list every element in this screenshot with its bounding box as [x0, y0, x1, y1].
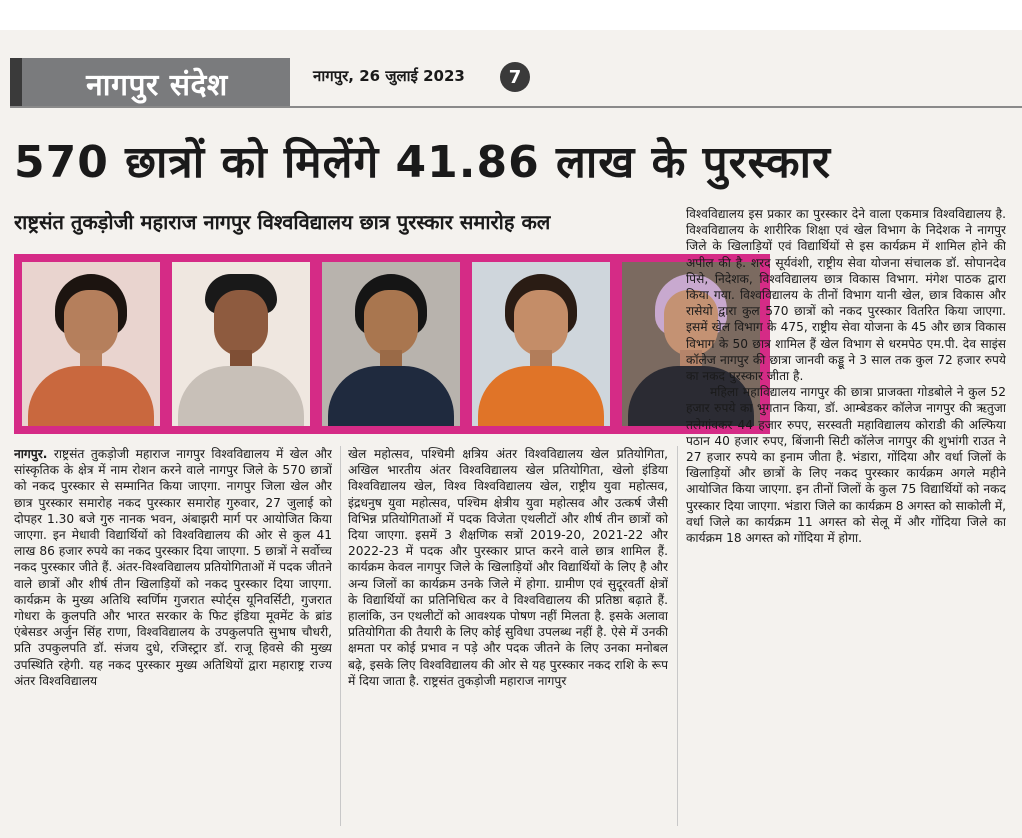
column-3-paragraph-1: विश्वविद्यालय इस प्रकार का पुरस्कार देने वाला एकमात्र विश्वविद्यालय है. विश्वविद्यालय के शारीरिक शिक्षा एवं खेल विभाग के निदेशक ने नागपुर जिले के खिलाड़ियों एवं विद्यार्थियों से इस कार्यक्रम में शामिल होने की अपील की है. शरद सूर्यवंशी, राष्ट्रीय सेवा योजना संचालक डॉ. सोपानदेव पिसे, निदेशक, विश्वविद्यालय छात्र विकास विभाग. मंगेश पाठक द्वारा किया गया. विश्वविद्यालय के तीनों विभाग यानी खेल, छात्र विकास और रासेयो द्वारा कुल 570 छात्रों को नकद पुरस्कार वितरित किया जाएगा. इसमें खेल विभाग के 475, राष्ट्रीय सेवा योजना के 45 और छात्र विकास विभाग के 50 छात्र शामिल हैं खेल विभाग से धरमपेठ एम.पी. देव साइंस कॉलेज नागपुर की छात्रा जानवी कड्डू ने 3 साल तक कुल 72 हजार रुपये का नकद पुरस्कार जीता है. — [686, 207, 1006, 384]
column-divider — [677, 446, 678, 826]
column-1-text: राष्ट्रसंत तुकड़ोजी महाराज नागपुर विश्वविद्यालय में खेल और सांस्कृतिक के क्षेत्र में नाम रोशन करने वाले नागपुर जिले के 570 छात्रों को नकद पुरस्कार से सम्मानित किया जाएगा. नागपुर जिला खेल और छात्र पुरस्कार समारोह नकद पुरस्कार समारोह गुरुवार, 27 जुलाई को दोपहर 1.30 बजे गुरु नानक भवन, अंबाझरी मार्ग पर आयोजित किया जाएगा. इन मेधावी विद्यार्थियों को विश्वविद्यालय की ओर से कुल 41 लाख 86 हजार रुपये का नकद पुरस्कार दिया जाएगा. 5 छात्रों ने सर्वोच्च नकद पुरस्कार जीते हैं. अंतर-विश्वविद्यालय प्रतियोगिताओं में पदक जीतने वाले छात्रों और शीर्ष तीन खिलाड़ियों को नकद पुरस्कार दिया जाएगा. कार्यक्रम के मुख्य अतिथि स्वर्णिम गुजरात स्पोर्ट्स यूनिवर्सिटी, गुजरात गोधरा के कुलपति और भारत सरकार के फिट इंडिया मूवमेंट के ब्रांड एंबेसडर अर्जुन सिंह राणा, विश्वविद्यालय के उपकुलपति सुभाष चौधरी, प्रति उपकुलपति डॉ. संजय दुधे, रजिस्ट्रार डॉ. राजू हिवसे की मुख्य उपस्थिति रहेगी. यह नकद पुरस्कार मुख्य अतिथियों द्वारा महाराष्ट्र राज्य अंतर विश्वविद्यालय — [14, 447, 332, 688]
photo-strip — [14, 254, 770, 434]
top-margin — [0, 0, 1022, 30]
student-photo-4 — [472, 262, 610, 426]
masthead — [0, 58, 1022, 110]
dateline: नागपुर, 26 जुलाई 2023 — [313, 67, 465, 85]
article-dateline: नागपुर. — [14, 447, 48, 461]
article-column-1 — [14, 446, 332, 830]
section-tag — [10, 58, 290, 108]
page-number: 7 — [500, 62, 530, 92]
column-divider — [340, 446, 341, 826]
article-column-2 — [348, 446, 668, 830]
section-name: नागपुर संदेश — [86, 67, 228, 103]
column-2-text: खेल महोत्सव, पश्चिमी क्षत्रिय अंतर विश्वविद्यालय खेल प्रतियोगिता, अखिल भारतीय अंतर विश्वविद्यालय खेल प्रतियोगिता, खेलो इंडिया विश्वविद्यालय खेल, विश्व विश्वविद्यालय खेल, राष्ट्रीय युवा महोत्सव, इंद्रधनुष युवा महोत्सव, पश्चिम क्षेत्रीय युवा महोत्सव और उत्कर्ष जैसी विभिन्न प्रतियोगिताओं में पदक विजेता एथलीटों और शीर्ष तीन छात्रों को दिया जाएगा. इसमें 3 शैक्षणिक सत्रों 2019-20, 2021-22 और 2022-23 में पदक और पुरस्कार प्राप्त करने वाले छात्र शामिल हैं. कार्यक्रम केवल नागपुर जिले के खिलाड़ियों और विद्यार्थियों के लिए है और अन्य जिलों का कार्यक्रम उनके जिले में होगा. ग्रामीण एवं सुदूरवर्ती क्षेत्रों के विद्यार्थियों का प्रतिनिधित्व कर वे विश्वविद्यालय की प्रतिष्ठा बढ़ाते हैं. हालांकि, उन एथलीटों को आवश्यक पोषण नहीं मिलता है. इसके अलावा प्रतियोगिता की तैयारी के लिए कोई सुविधा उपलब्ध नहीं है. ऐसे में उनकी क्षमता पर कोई प्रभाव न पड़े और पदक जीतने के लिए उनका मनोबल बढ़े, इसके लिए विश्वविद्यालय की ओर से यह पुरस्कार नकद राशि के रूप में दिया जाता है. राष्ट्रसंत तुकड़ोजी महाराज नागपुर — [348, 447, 668, 688]
student-photo-2 — [172, 262, 310, 426]
student-photo-3 — [322, 262, 460, 426]
masthead-rule — [10, 106, 1022, 108]
article-column-3 — [686, 206, 1006, 830]
student-photo-1 — [22, 262, 160, 426]
headline: 570 छात्रों को मिलेंगे 41.86 लाख के पुरस्कार — [14, 137, 831, 188]
section-tag-accent — [10, 58, 22, 108]
column-3-paragraph-2: महिला महाविद्यालय नागपुर की छात्रा प्राजक्ता गोडबोले ने कुल 52 हजार रुपये का भुगतान किया, डॉ. आम्बेडकर कॉलेज नागपुर की ऋतुजा तलेगांवकर 44 हजार रुपए, सरस्वती महाविद्यालय कोराडी की अल्फिया पठान 40 हजार रुपए, बिंजानी सिटी कॉलेज नागपुर की शुभांगी राउत ने 27 हजार रुपये का इनाम जीता है. भंडारा, गोंदिया और वर्धा जिलों के खिलाड़ियों और छात्रों के लिए नकद पुरस्कार कार्यक्रम अगले महीने आयोजित किया जाएगा. इन तीनों जिलों के कुल 75 विद्यार्थियों को नकद पुरस्कार दिया जाएगा. भंडारा जिले का कार्यक्रम 8 अगस्त को साकोली में, वर्धा जिले का कार्यक्रम 11 अगस्त को सेलू में और गोंदिया जिले का कार्यक्रम 18 अगस्त को गोंदिया में होगा. — [686, 385, 1006, 546]
subheadline: राष्ट्रसंत तुकड़ोजी महाराज नागपुर विश्वविद्यालय छात्र पुरस्कार समारोह कल — [14, 210, 551, 234]
